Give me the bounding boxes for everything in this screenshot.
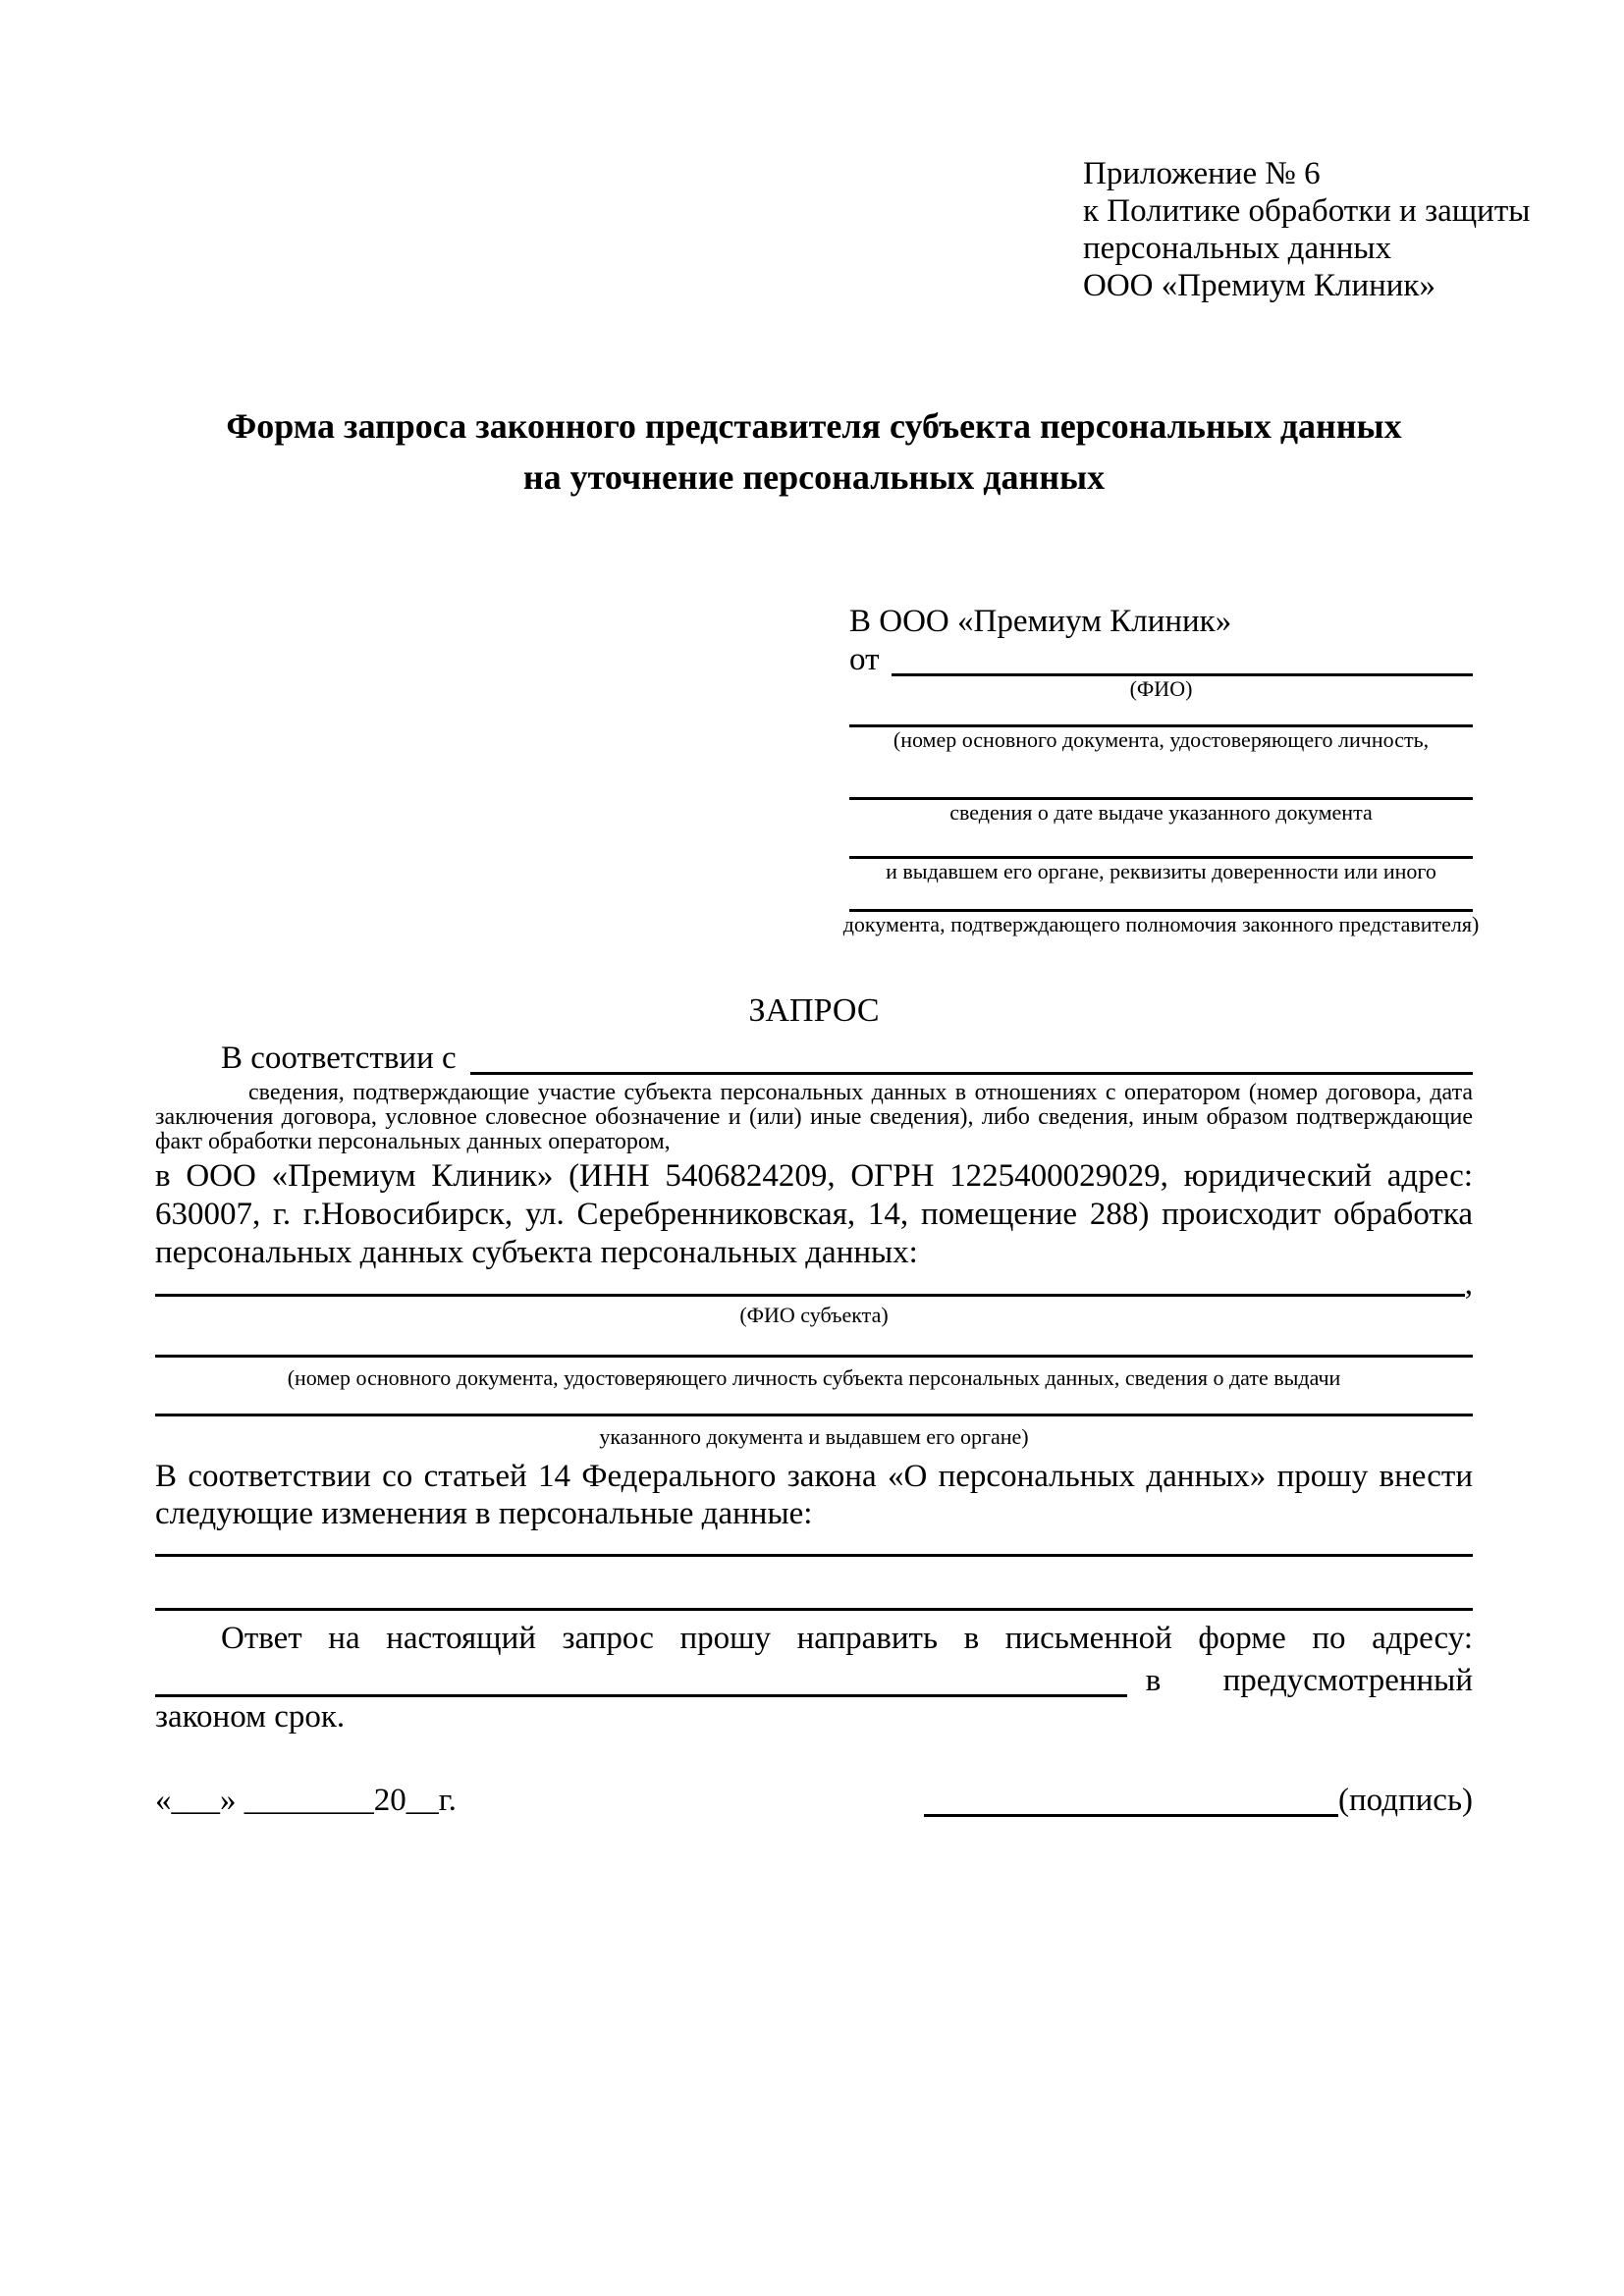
answer-paragraph-line2-text: в предусмотренный xyxy=(1145,1663,1473,1698)
intro-footnote: сведения, подтверждающие участие субъекта персональных данных в отношениях с оператором (номер договора, дата заключения договора, условное словесное обозначение и (или) иные сведения), либо сведения, иным образом подтверждающие факт обработки персональных данных оператором, xyxy=(155,1080,1473,1154)
representative-doc-group xyxy=(849,702,1473,753)
fio-caption: (ФИО) xyxy=(1129,676,1193,701)
answer-paragraph-line1: Ответ на настоящий запрос прошу направить в письменной форме по адресу: xyxy=(221,1621,1473,1656)
appendix-header-line: к Политике обработки и защиты xyxy=(1083,193,1531,229)
subject-fio-row xyxy=(155,1266,1473,1302)
subject-doc-fill-line xyxy=(155,1328,1473,1358)
subject-fio-caption: (ФИО субъекта) xyxy=(739,1303,889,1327)
representative-doc-caption: сведения о дате выдаче указанного документа xyxy=(949,800,1373,825)
appendix-header-line: Приложение № 6 xyxy=(1083,156,1321,191)
intro-fill-line xyxy=(470,1041,1473,1075)
intro-row xyxy=(155,1036,1473,1075)
appendix-header-line: ООО «Премиум Клиник» xyxy=(1083,268,1435,303)
appendix-header xyxy=(1083,155,1531,304)
date-placeholder: «___» ________20__г. xyxy=(155,1783,457,1818)
representative-doc-fill-line xyxy=(849,884,1473,912)
address-fill-line xyxy=(155,1665,1127,1697)
addressee-organization: В ООО «Премиум Клиник» xyxy=(849,604,1232,639)
subject-doc-caption-line2: указанного документа и выдавшем его органе) xyxy=(599,1424,1029,1449)
representative-doc-caption: (номер основного документа, удостоверяющего личность, xyxy=(893,727,1430,752)
subject-doc-fill-line xyxy=(155,1391,1473,1416)
document-title-line2: на уточнение персональных данных xyxy=(522,457,1106,497)
subject-fio-fill-line xyxy=(155,1275,1465,1297)
request-heading: ЗАПРОС xyxy=(748,992,880,1029)
representative-doc-group xyxy=(849,826,1473,884)
signature-caption: (подпись) xyxy=(1338,1783,1473,1818)
date-signature-row xyxy=(155,1778,1473,1817)
from-label: от xyxy=(849,642,880,677)
answer-address-row xyxy=(155,1658,1473,1697)
representative-doc-group xyxy=(849,753,1473,826)
from-row xyxy=(849,641,1473,676)
operator-paragraph: в ООО «Премиум Клиник» (ИНН 5406824209, ОГРН 1225400029029, юридический адрес: 630007, г. г.Новосибирск, ул. Серебренниковская, 14, помещение 288) происходит обработка персональных данных субъекта персональных данных: xyxy=(155,1158,1473,1270)
representative-doc-fill-line xyxy=(849,702,1473,727)
from-fill-line xyxy=(892,644,1474,676)
document-title xyxy=(155,400,1473,503)
representative-doc-caption: документа, подтверждающего полномочия законного представителя) xyxy=(842,912,1480,936)
representative-doc-fill-line xyxy=(849,826,1473,859)
subject-doc-caption-line1: (номер основного документа, удостоверяющего личность субъекта персональных данных, сведения о дате выдачи xyxy=(287,1365,1341,1390)
addressee-block xyxy=(842,602,1480,937)
answer-paragraph-line3: законом срок. xyxy=(155,1699,346,1735)
document-title-line1: Форма запроса законного представителя субъекта персональных данных xyxy=(226,406,1402,446)
representative-doc-fill-line xyxy=(849,753,1473,800)
subject-fio-line-suffix: , xyxy=(1464,1266,1473,1302)
signature-fill-line xyxy=(924,1785,1338,1817)
representative-doc-group xyxy=(842,884,1480,937)
changes-fill-line xyxy=(155,1557,1473,1611)
changes-fill-line xyxy=(155,1532,1473,1557)
representative-doc-caption: и выдавшем его органе, реквизиты доверенности или иного xyxy=(886,859,1436,883)
law-paragraph: В соответствии со статьей 14 Федерального закона «О персональных данных» прошу внести следующие изменения в персональные данные: xyxy=(155,1459,1473,1531)
appendix-header-line: персональных данных xyxy=(1083,231,1392,266)
intro-label: В соответствии с xyxy=(221,1041,457,1076)
signature-group xyxy=(924,1784,1473,1817)
